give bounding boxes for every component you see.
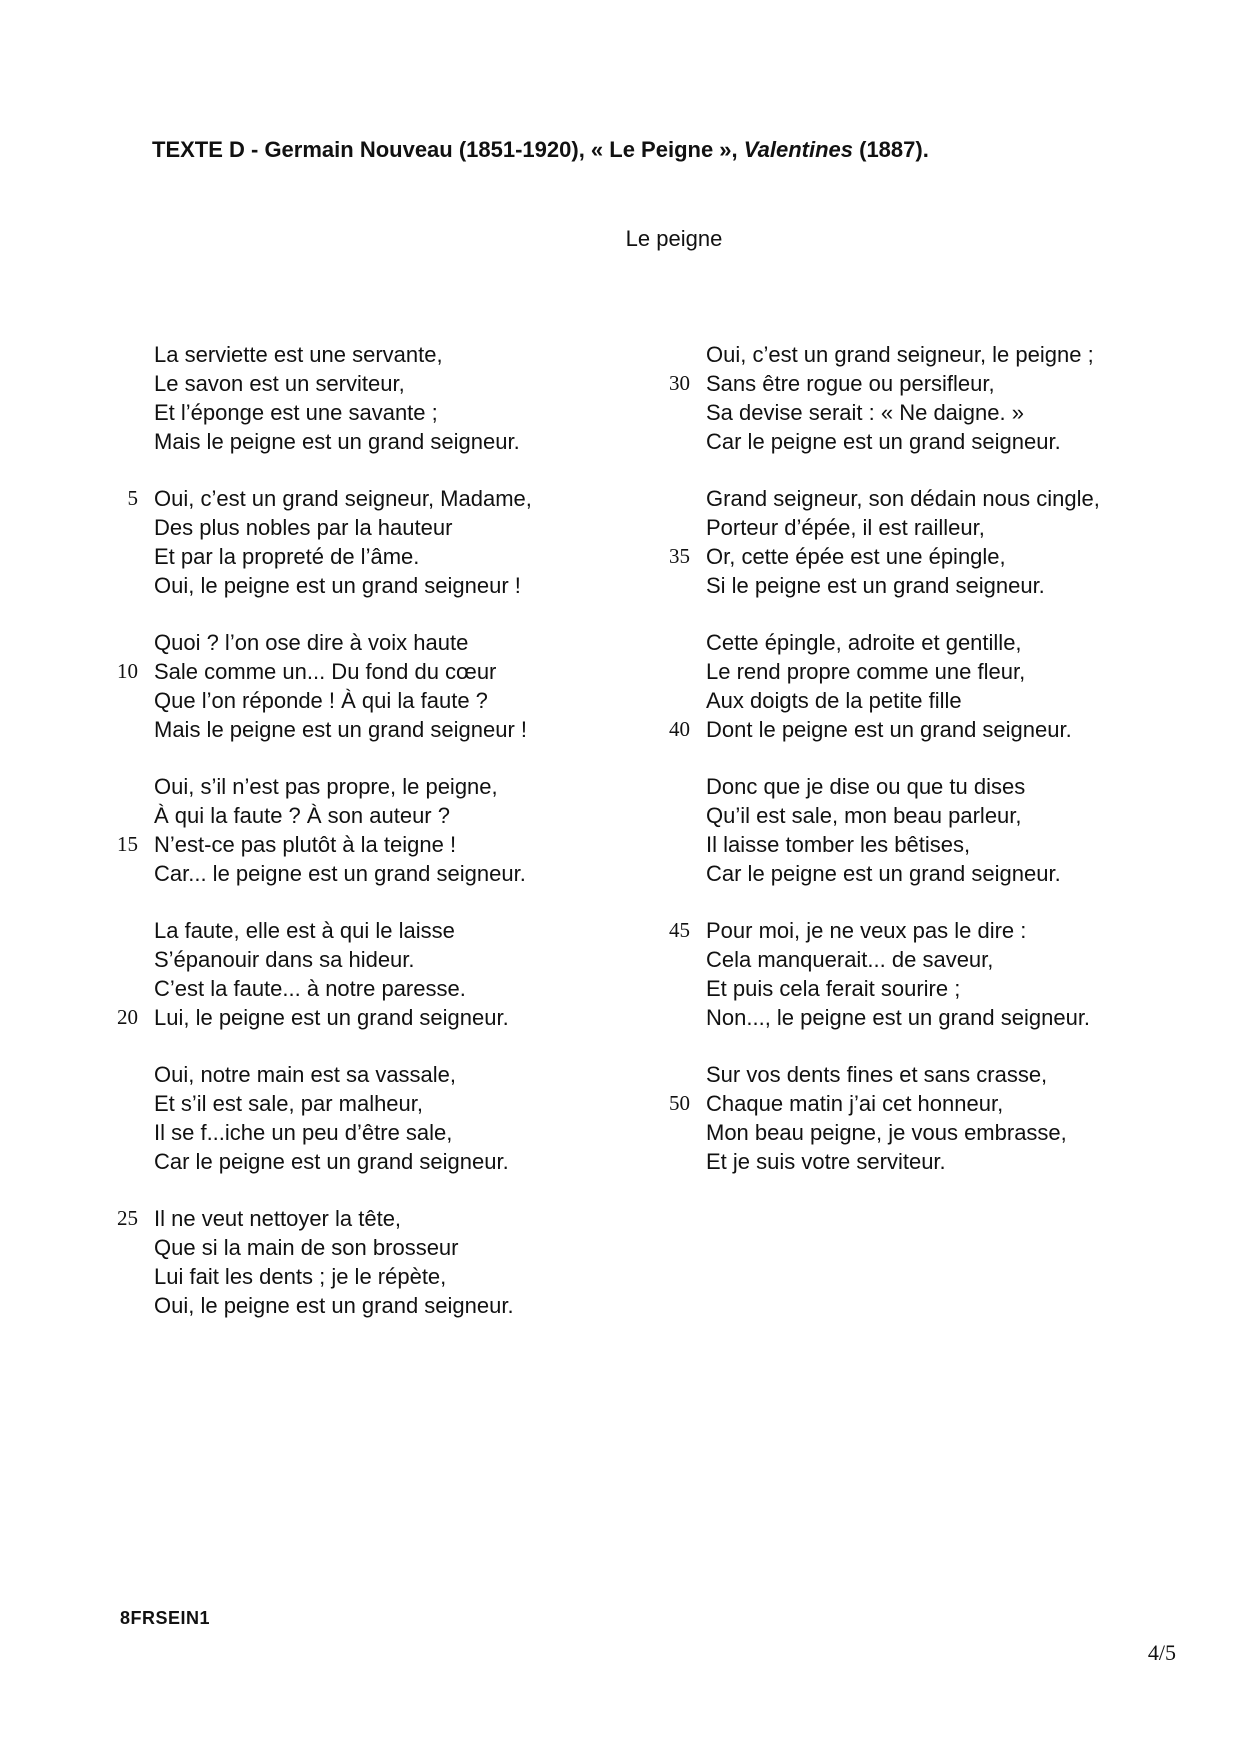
verse-text: Oui, le peigne est un grand seigneur. bbox=[154, 1293, 514, 1318]
verse-text: Oui, c’est un grand seigneur, le peigne ; bbox=[706, 342, 1094, 367]
verse-line bbox=[652, 657, 1212, 686]
stanza bbox=[652, 340, 1212, 456]
verse-line bbox=[652, 369, 1212, 398]
verse-line bbox=[100, 571, 660, 600]
verse-line bbox=[100, 513, 660, 542]
verse-line bbox=[100, 1089, 660, 1118]
verse-line bbox=[100, 398, 660, 427]
verse-text: La serviette est une servante, bbox=[154, 342, 443, 367]
verse-line bbox=[100, 657, 660, 686]
verse-text: Car le peigne est un grand seigneur. bbox=[154, 1149, 509, 1174]
verse-line bbox=[652, 945, 1212, 974]
line-number: 20 bbox=[117, 1005, 138, 1029]
verse-text: Porteur d’épée, il est railleur, bbox=[706, 515, 985, 540]
poem-left-column bbox=[100, 340, 660, 1348]
header-book-title: Valentines bbox=[743, 137, 853, 162]
verse-text: Aux doigts de la petite fille bbox=[706, 688, 962, 713]
verse-line bbox=[100, 427, 660, 456]
verse-line bbox=[100, 1204, 660, 1233]
verse-line bbox=[652, 571, 1212, 600]
verse-line bbox=[652, 916, 1212, 945]
verse-text: Mon beau peigne, je vous embrasse, bbox=[706, 1120, 1067, 1145]
verse-text: Car... le peigne est un grand seigneur. bbox=[154, 861, 526, 886]
verse-text: Des plus nobles par la hauteur bbox=[154, 515, 453, 540]
verse-text: Non..., le peigne est un grand seigneur. bbox=[706, 1005, 1091, 1030]
verse-line bbox=[100, 542, 660, 571]
verse-line bbox=[652, 427, 1212, 456]
verse-text: Oui, le peigne est un grand seigneur ! bbox=[154, 573, 521, 598]
verse-text: Lui, le peigne est un grand seigneur. bbox=[154, 1005, 509, 1030]
verse-line bbox=[100, 715, 660, 744]
line-number: 5 bbox=[127, 486, 138, 510]
verse-line bbox=[100, 628, 660, 657]
verse-text: Car le peigne est un grand seigneur. bbox=[706, 429, 1061, 454]
verse-text: Sa devise serait : « Ne daigne. » bbox=[706, 400, 1024, 425]
verse-text: Grand seigneur, son dédain nous cingle, bbox=[706, 486, 1100, 511]
verse-line bbox=[652, 801, 1212, 830]
verse-line bbox=[100, 686, 660, 715]
verse-line bbox=[652, 974, 1212, 1003]
line-number: 45 bbox=[669, 918, 690, 942]
verse-text: Il laisse tomber les bêtises, bbox=[706, 832, 971, 857]
stanza bbox=[100, 484, 660, 600]
verse-text: Qu’il est sale, mon beau parleur, bbox=[706, 803, 1022, 828]
verse-line bbox=[652, 628, 1212, 657]
stanza bbox=[652, 628, 1212, 744]
verse-text: Et l’éponge est une savante ; bbox=[154, 400, 438, 425]
stanza bbox=[100, 340, 660, 456]
verse-line bbox=[652, 542, 1212, 571]
verse-line bbox=[652, 686, 1212, 715]
verse-line bbox=[652, 1118, 1212, 1147]
line-number: 10 bbox=[117, 659, 138, 683]
verse-text: Chaque matin j’ai cet honneur, bbox=[706, 1091, 1004, 1116]
verse-line bbox=[100, 1003, 660, 1032]
verse-text: Il ne veut nettoyer la tête, bbox=[154, 1206, 402, 1231]
stanza bbox=[652, 484, 1212, 600]
verse-text: Si le peigne est un grand seigneur. bbox=[706, 573, 1045, 598]
verse-text: Il se f...iche un peu d’être sale, bbox=[154, 1120, 453, 1145]
verse-text: Sans être rogue ou persifleur, bbox=[706, 371, 995, 396]
header-label: TEXTE D - Germain Nouveau (1851-1920), « Le Peigne », bbox=[152, 137, 744, 162]
verse-line bbox=[652, 1089, 1212, 1118]
verse-text: Et s’il est sale, par malheur, bbox=[154, 1091, 424, 1116]
verse-text: La faute, elle est à qui le laisse bbox=[154, 918, 455, 943]
verse-line bbox=[652, 1060, 1212, 1089]
verse-text: Mais le peigne est un grand seigneur ! bbox=[154, 717, 528, 742]
line-number: 50 bbox=[669, 1091, 690, 1115]
verse-text: C’est la faute... à notre paresse. bbox=[154, 976, 466, 1001]
verse-text: Lui fait les dents ; je le répète, bbox=[154, 1264, 447, 1289]
verse-line bbox=[652, 830, 1212, 859]
verse-line bbox=[652, 484, 1212, 513]
stanza bbox=[100, 916, 660, 1032]
verse-line bbox=[100, 369, 660, 398]
verse-line bbox=[652, 398, 1212, 427]
verse-line bbox=[652, 1147, 1212, 1176]
verse-text: Cette épingle, adroite et gentille, bbox=[706, 630, 1022, 655]
verse-text: Le savon est un serviteur, bbox=[154, 371, 405, 396]
verse-line bbox=[100, 974, 660, 1003]
line-number: 15 bbox=[117, 832, 138, 856]
verse-line bbox=[100, 1060, 660, 1089]
line-number: 40 bbox=[669, 717, 690, 741]
verse-text: Mais le peigne est un grand seigneur. bbox=[154, 429, 520, 454]
verse-text: Sale comme un... Du fond du cœur bbox=[154, 659, 497, 684]
line-number: 30 bbox=[669, 371, 690, 395]
header-year: (1887). bbox=[853, 137, 929, 162]
verse-text: Pour moi, je ne veux pas le dire : bbox=[706, 918, 1027, 943]
verse-line bbox=[652, 340, 1212, 369]
stanza bbox=[100, 628, 660, 744]
page-number: 4/5 bbox=[1147, 1640, 1176, 1665]
verse-text: Donc que je dise ou que tu dises bbox=[706, 774, 1026, 799]
poem-title: Le peigne bbox=[625, 226, 723, 251]
verse-text: Et par la propreté de l’âme. bbox=[154, 544, 420, 569]
verse-line bbox=[652, 513, 1212, 542]
verse-text: S’épanouir dans sa hideur. bbox=[154, 947, 415, 972]
document-header bbox=[152, 137, 929, 163]
verse-text: À qui la faute ? À son auteur ? bbox=[154, 803, 450, 828]
verse-line bbox=[100, 916, 660, 945]
verse-line bbox=[100, 1291, 660, 1320]
verse-line bbox=[652, 1003, 1212, 1032]
verse-line bbox=[652, 859, 1212, 888]
verse-line bbox=[100, 801, 660, 830]
verse-text: Car le peigne est un grand seigneur. bbox=[706, 861, 1061, 886]
verse-line bbox=[100, 859, 660, 888]
verse-text: Quoi ? l’on ose dire à voix haute bbox=[154, 630, 469, 655]
verse-text: Sur vos dents fines et sans crasse, bbox=[706, 1062, 1048, 1087]
poem-right-column bbox=[652, 340, 1212, 1204]
line-number: 25 bbox=[117, 1206, 138, 1230]
verse-text: Dont le peigne est un grand seigneur. bbox=[706, 717, 1072, 742]
verse-line bbox=[652, 772, 1212, 801]
stanza bbox=[100, 1060, 660, 1176]
verse-text: Or, cette épée est une épingle, bbox=[706, 544, 1006, 569]
verse-text: Oui, c’est un grand seigneur, Madame, bbox=[154, 486, 532, 511]
verse-text: Oui, s’il n’est pas propre, le peigne, bbox=[154, 774, 498, 799]
verse-line bbox=[652, 715, 1212, 744]
verse-text: Et je suis votre serviteur. bbox=[706, 1149, 946, 1174]
verse-text: Cela manquerait... de saveur, bbox=[706, 947, 994, 972]
stanza bbox=[100, 772, 660, 888]
verse-line bbox=[100, 1147, 660, 1176]
verse-text: Oui, notre main est sa vassale, bbox=[154, 1062, 457, 1087]
exam-code: 8FRSEIN1 bbox=[120, 1608, 211, 1628]
verse-line bbox=[100, 830, 660, 859]
verse-text: Le rend propre comme une fleur, bbox=[706, 659, 1026, 684]
stanza bbox=[100, 1204, 660, 1320]
line-number: 35 bbox=[669, 544, 690, 568]
verse-line bbox=[100, 1118, 660, 1147]
stanza bbox=[652, 916, 1212, 1032]
verse-line bbox=[100, 1262, 660, 1291]
verse-text: N’est-ce pas plutôt à la teigne ! bbox=[154, 832, 457, 857]
verse-line bbox=[100, 484, 660, 513]
verse-line bbox=[100, 1233, 660, 1262]
verse-text: Et puis cela ferait sourire ; bbox=[706, 976, 961, 1001]
verse-line bbox=[100, 945, 660, 974]
verse-line bbox=[100, 772, 660, 801]
verse-text: Que l’on réponde ! À qui la faute ? bbox=[154, 688, 488, 713]
verse-line bbox=[100, 340, 660, 369]
stanza bbox=[652, 1060, 1212, 1176]
stanza bbox=[652, 772, 1212, 888]
verse-text: Que si la main de son brosseur bbox=[154, 1235, 459, 1260]
